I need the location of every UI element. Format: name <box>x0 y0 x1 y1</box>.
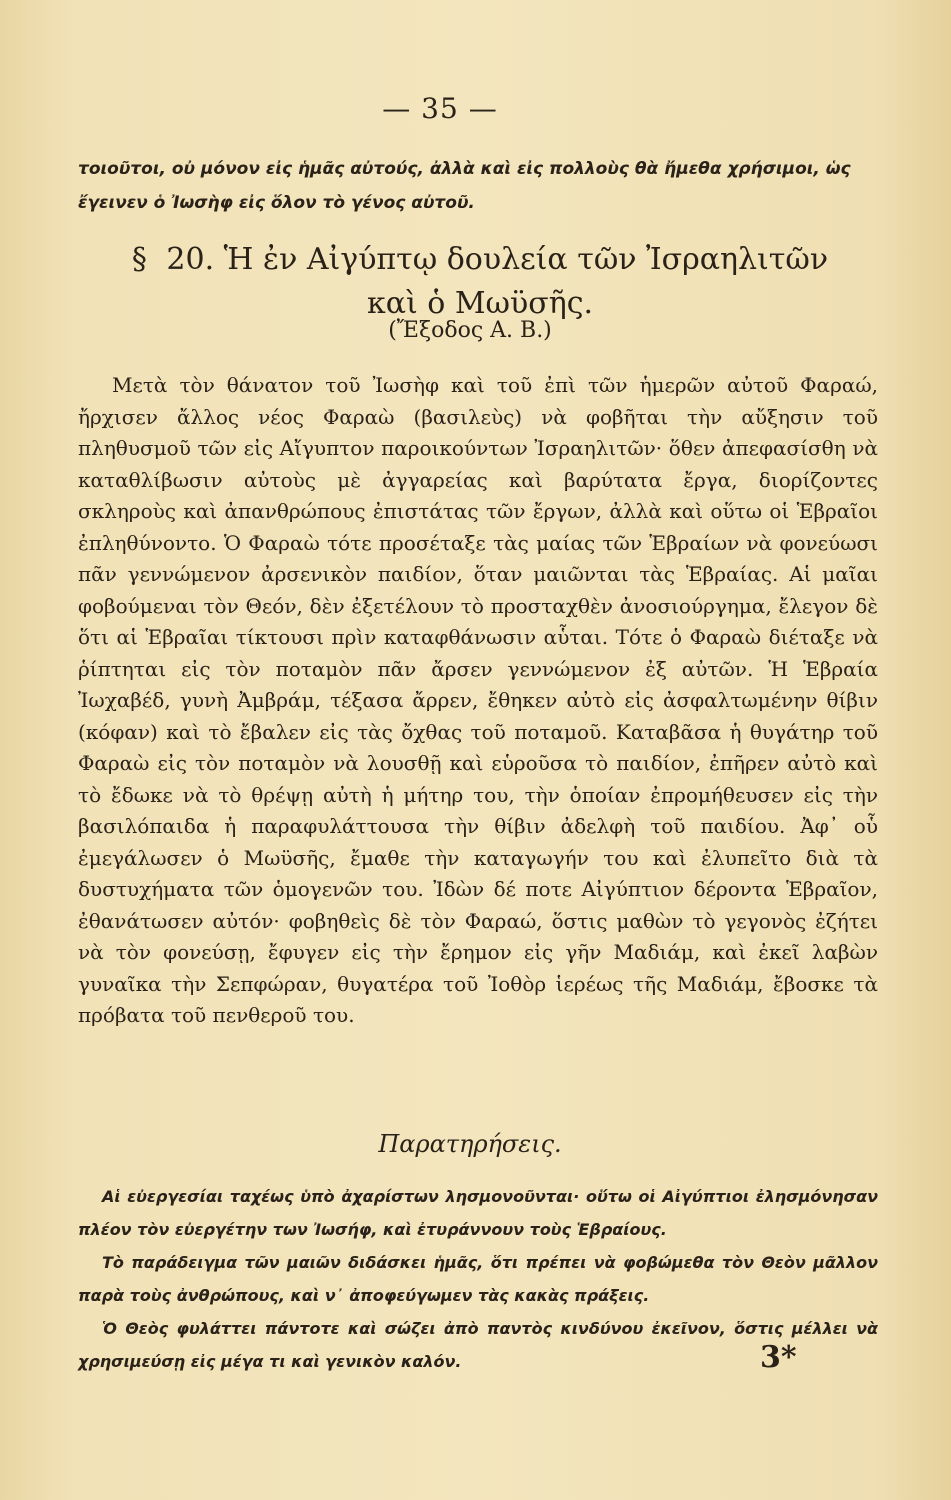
section-title: 20. Ἡ ἐν Αἰγύπτῳ δουλεία τῶν Ἰσραηλιτῶν καὶ ὁ Μωϋσῆς. <box>166 242 829 321</box>
section-source: (Ἔξοδος Α. Β.) <box>388 318 552 343</box>
section-heading <box>120 238 840 326</box>
body-paragraph: Μετὰ τὸν θάνατον τοῦ Ἰωσὴφ καὶ τοῦ ἐπὶ τῶν ἡμερῶν αὐτοῦ Φαραώ, ἤρχισεν ἄλλος νέος Φαραὼ (βασιλεὺς) νὰ φοβῆται τὴν αὔξησιν τοῦ πληθυσμοῦ τῶν εἰς Αἴγυπτον παροικούντων Ἰσραηλιτῶν· ὅθεν ἀπεφασίσθη νὰ καταθλίβωσιν αὐτοὺς μὲ ἀγγαρείας καὶ βαρύτατα ἔργα, διορίζοντες σκληροὺς καὶ ἀπανθρώπους ἐπιστάτας τῶν ἔργων, ἀλλὰ καὶ οὕτω οἱ Ἑβραῖοι ἐπληθύνοντο. Ὁ Φαραὼ τότε προσέταξε τὰς μαίας τῶν Ἑβραίων νὰ φονεύωσι πᾶν γεννώμενον ἀρσενικὸν παιδίον, ὅταν μαιῶνται τὰς Ἑβραίας. Αἱ μαῖαι φοβούμεναι τὸν Θεόν, δὲν ἐξετέλουν τὸ προσταχθὲν ἀνοσιούργημα, ἔλεγον δὲ ὅτι αἱ Ἑβραῖαι τίκτουσι πρὶν καταφθάνωσιν αὗται. Τότε ὁ Φαραὼ διέταξε νὰ ῥίπτηται εἰς τὸν ποταμὸν πᾶν ἄρσεν γεννώμενον ἐξ αὐτῶν. Ἡ Ἑβραία Ἰωχαβέδ, γυνὴ Ἀμβράμ, τέξασα ἄρρεν, ἔθηκεν αὐτὸ εἰς ἀσφαλτωμένην θίβιν (κόφαν) καὶ τὸ ἔβαλεν εἰς τὰς ὄχθας τοῦ ποταμοῦ. Καταβᾶσα ἡ θυγάτηρ τοῦ Φαραὼ εἰς τὸν ποταμὸν νὰ λουσθῇ καὶ εὑροῦσα τὸ παιδίον, ἐπῆρεν αὐτὸ καὶ τὸ ἔδωκε νὰ τὸ θρέψῃ αὐτὴ ἡ μήτηρ του, τὴν ὁποίαν ἐπρομήθευσεν εἰς τὴν βασιλόπαιδα ἡ παραφυλάττουσα τὴν θίβιν ἀδελφὴ τοῦ παιδίου. Ἀφ᾽ οὗ ἐμεγάλωσεν ὁ Μωϋσῆς, ἔμαθε τὴν καταγωγήν του καὶ ἐλυπεῖτο διὰ τὰ δυστυχήματα τῶν ὁμογενῶν του. Ἰδὼν δέ ποτε Αἰγύπτιον δέροντα Ἑβραῖον, ἐθανάτωσεν αὐτόν· φοβηθεὶς δὲ τὸν Φαραώ, ὅστις μαθὼν τὸ γεγονὸς ἐζήτει νὰ τὸν φονεύσῃ, ἔφυγεν εἰς τὴν ἔρημον εἰς γῆν Μαδιάμ, καὶ ἐκεῖ λαβὼν γυναῖκα τὴν Σεπφώραν, θυγατέρα τοῦ Ἰοθὸρ ἱερέως τῆς Μαδιάμ, ἔβοσκε τὰ πρόβατα τοῦ πενθεροῦ του. <box>78 373 878 1027</box>
signature-mark: 3* <box>760 1340 797 1375</box>
page-number: — 35 — <box>382 92 498 125</box>
remark-item: Αἱ εὐεργεσίαι ταχέως ὑπὸ ἀχαρίστων λησμονοῦνται· οὕτω οἱ Αἰγύπτιοι ἐλησμόνησαν πλέον τὸν εὐεργέτην των Ἰωσήφ, καὶ ἐτυράννουν τοὺς Ἑβραίους. <box>78 1187 878 1239</box>
section-mark: § <box>131 242 147 277</box>
intro-text: τοιοῦτοι, οὐ μόνον εἰς ἡμᾶς αὐτούς, ἀλλὰ καὶ εἰς πολλοὺς θὰ ἤμεθα χρήσιμοι, ὡς ἔγεινεν ὁ Ἰωσὴφ εἰς ὅλον τὸ γένος αὐτοῦ. <box>78 159 851 213</box>
remarks-title: Παρατηρήσεις. <box>378 1130 562 1158</box>
remark-item: Ὁ Θεὸς φυλάττει πάντοτε καὶ σώζει ἀπὸ παντὸς κινδύνου ἐκεῖνον, ὅστις μέλλει νὰ χρησιμεύσῃ εἰς μέγα τι καὶ γενικὸν καλόν. <box>78 1319 878 1371</box>
remarks-list <box>78 1180 878 1378</box>
body-text <box>78 370 878 1032</box>
remark-item: Τὸ παράδειγμα τῶν μαιῶν διδάσκει ἡμᾶς, ὅτι πρέπει νὰ φοβώμεθα τὸν Θεὸν μᾶλλον παρὰ τοὺς ἀνθρώπους, καὶ ν᾽ ἀποφεύγωμεν τὰς κακὰς πράξεις. <box>78 1253 878 1305</box>
